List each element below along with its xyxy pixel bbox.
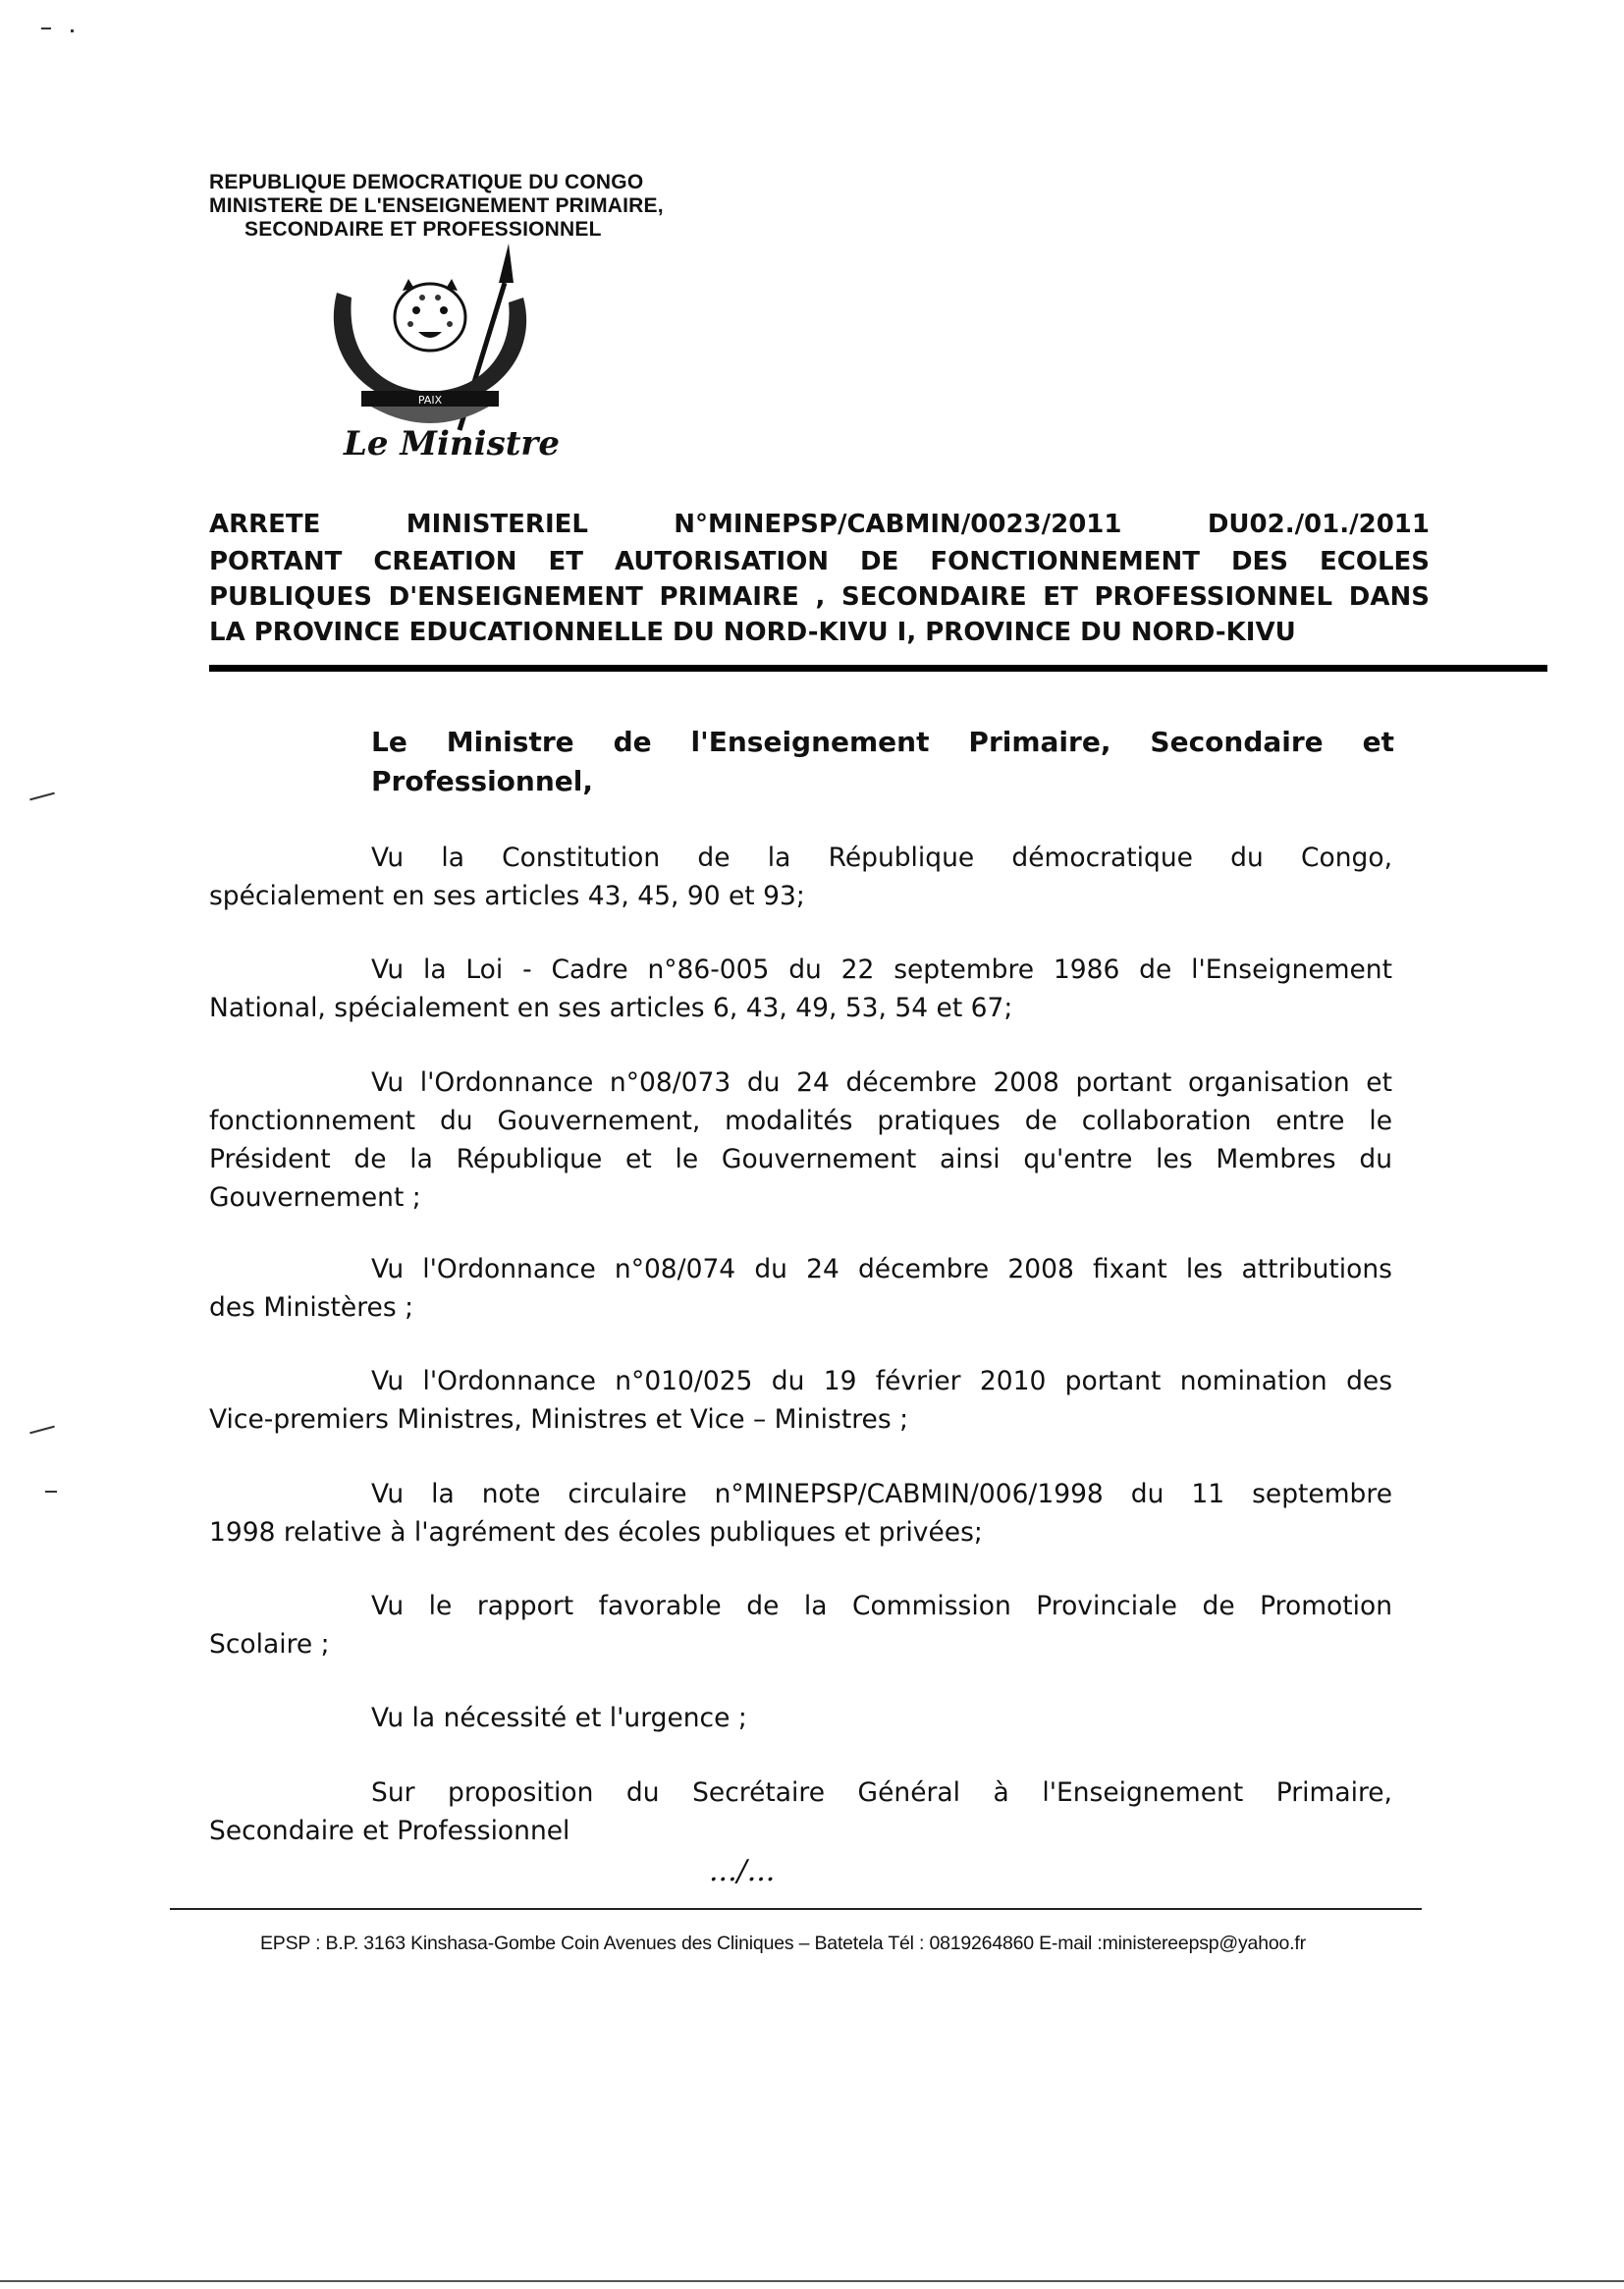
footer-contact: EPSP : B.P. 3163 Kinshasa-Gombe Coin Avenues des Cliniques – Batetela Tél : 0819264860 E-mail :ministereepsp@yahoo.fr bbox=[260, 1933, 1306, 1954]
paragraph-line: Vice-premiers Ministres, Ministres et Vice – Ministres ; bbox=[209, 1404, 909, 1435]
paragraph-loi-cadre bbox=[209, 951, 1392, 1027]
title-line-2: PORTANT CREATION ET AUTORISATION DE FONCTIONNEMENT DES ECOLES bbox=[209, 547, 1430, 576]
title-ministeriel: MINISTERIEL bbox=[406, 510, 588, 539]
paragraph-urgence bbox=[209, 1699, 1392, 1737]
paragraph-line: Gouvernement ; bbox=[209, 1182, 421, 1213]
paragraph-ordonnance-025 bbox=[209, 1362, 1392, 1439]
title-decree-number: N°MINEPSP/CABMIN/0023/2011 bbox=[674, 510, 1122, 539]
decree-reference-line bbox=[209, 509, 1430, 540]
paragraph-first-line: Vu l'Ordonnance n°08/073 du 24 décembre 2008 portant organisation et bbox=[371, 1067, 1392, 1098]
paragraph-first-line: Vu la note circulaire n°MINEPSP/CABMIN/006/1998 du 11 septembre bbox=[371, 1479, 1392, 1509]
title-rule bbox=[209, 665, 1547, 672]
header-republic: REPUBLIQUE DEMOCRATIQUE DU CONGO bbox=[209, 171, 644, 193]
paragraph-first-line: Vu l'Ordonnance n°08/074 du 24 décembre 2008 fixant les attributions bbox=[371, 1254, 1392, 1284]
page-bottom-edge bbox=[0, 2280, 1624, 2282]
title-line-3: PUBLIQUES D'ENSEIGNEMENT PRIMAIRE , SECONDAIRE ET PROFESSIONNEL DANS bbox=[209, 582, 1430, 612]
title-line-4: LA PROVINCE EDUCATIONNELLE DU NORD-KIVU I, PROVINCE DU NORD-KIVU bbox=[209, 618, 1296, 647]
paragraph-note-circulaire bbox=[209, 1475, 1392, 1552]
header-ministry: MINISTERE DE L'ENSEIGNEMENT PRIMAIRE, bbox=[209, 194, 664, 217]
paragraph-first-line: Vu la Loi - Cadre n°86-005 du 22 septembre 1986 de l'Enseignement bbox=[371, 954, 1392, 985]
footer-rule bbox=[170, 1908, 1422, 1910]
paragraph-line: des Ministères ; bbox=[209, 1292, 414, 1323]
paragraph-first-line: Sur proposition du Secrétaire Général à l'Enseignement Primaire, bbox=[371, 1777, 1392, 1808]
paragraph-constitution bbox=[209, 839, 1392, 915]
paragraph-first-line: Vu l'Ordonnance n°010/025 du 19 février 2010 portant nomination des bbox=[371, 1366, 1392, 1396]
paragraph-line: Scolaire ; bbox=[209, 1629, 330, 1660]
coat-of-arms-emblem bbox=[312, 244, 548, 440]
paragraph-ordonnance-074 bbox=[209, 1250, 1392, 1327]
title-arrete: ARRETE bbox=[209, 510, 321, 539]
intro-line-2: Professionnel, bbox=[371, 765, 593, 797]
page-continuation-mark: .../... bbox=[709, 1854, 776, 1888]
paragraph-ordonnance-073 bbox=[209, 1063, 1392, 1217]
paragraph-rapport bbox=[209, 1587, 1392, 1663]
emblem-motto: PAIX bbox=[417, 394, 443, 407]
paragraph-line: Président de la République et le Gouvernement ainsi qu'entre les Membres du bbox=[209, 1144, 1392, 1174]
paragraph-first-line: Vu le rapport favorable de la Commission Provinciale de Promotion bbox=[371, 1591, 1392, 1621]
paragraph-line: fonctionnement du Gouvernement, modalités pratiques de collaboration entre le bbox=[209, 1106, 1392, 1136]
paragraph-proposition bbox=[209, 1773, 1392, 1850]
header-ministry-continued: SECONDAIRE ET PROFESSIONNEL bbox=[244, 218, 602, 241]
intro-minister bbox=[371, 723, 1394, 801]
intro-line-1: Le Ministre de l'Enseignement Primaire, Secondaire et bbox=[371, 726, 1394, 758]
paragraph-first-line: Vu la nécessité et l'urgence ; bbox=[371, 1703, 747, 1733]
minister-signature: Le Ministre bbox=[344, 424, 560, 463]
paragraph-line: Secondaire et Professionnel bbox=[209, 1816, 570, 1846]
paragraph-line: spécialement en ses articles 43, 45, 90 et 93; bbox=[209, 881, 805, 911]
paragraph-first-line: Vu la Constitution de la République démocratique du Congo, bbox=[371, 843, 1392, 873]
paragraph-line: National, spécialement en ses articles 6, 43, 49, 53, 54 et 67; bbox=[209, 993, 1013, 1023]
paragraph-line: 1998 relative à l'agrément des écoles publiques et privées; bbox=[209, 1517, 983, 1548]
title-decree-date: DU02./01./2011 bbox=[1207, 510, 1430, 539]
